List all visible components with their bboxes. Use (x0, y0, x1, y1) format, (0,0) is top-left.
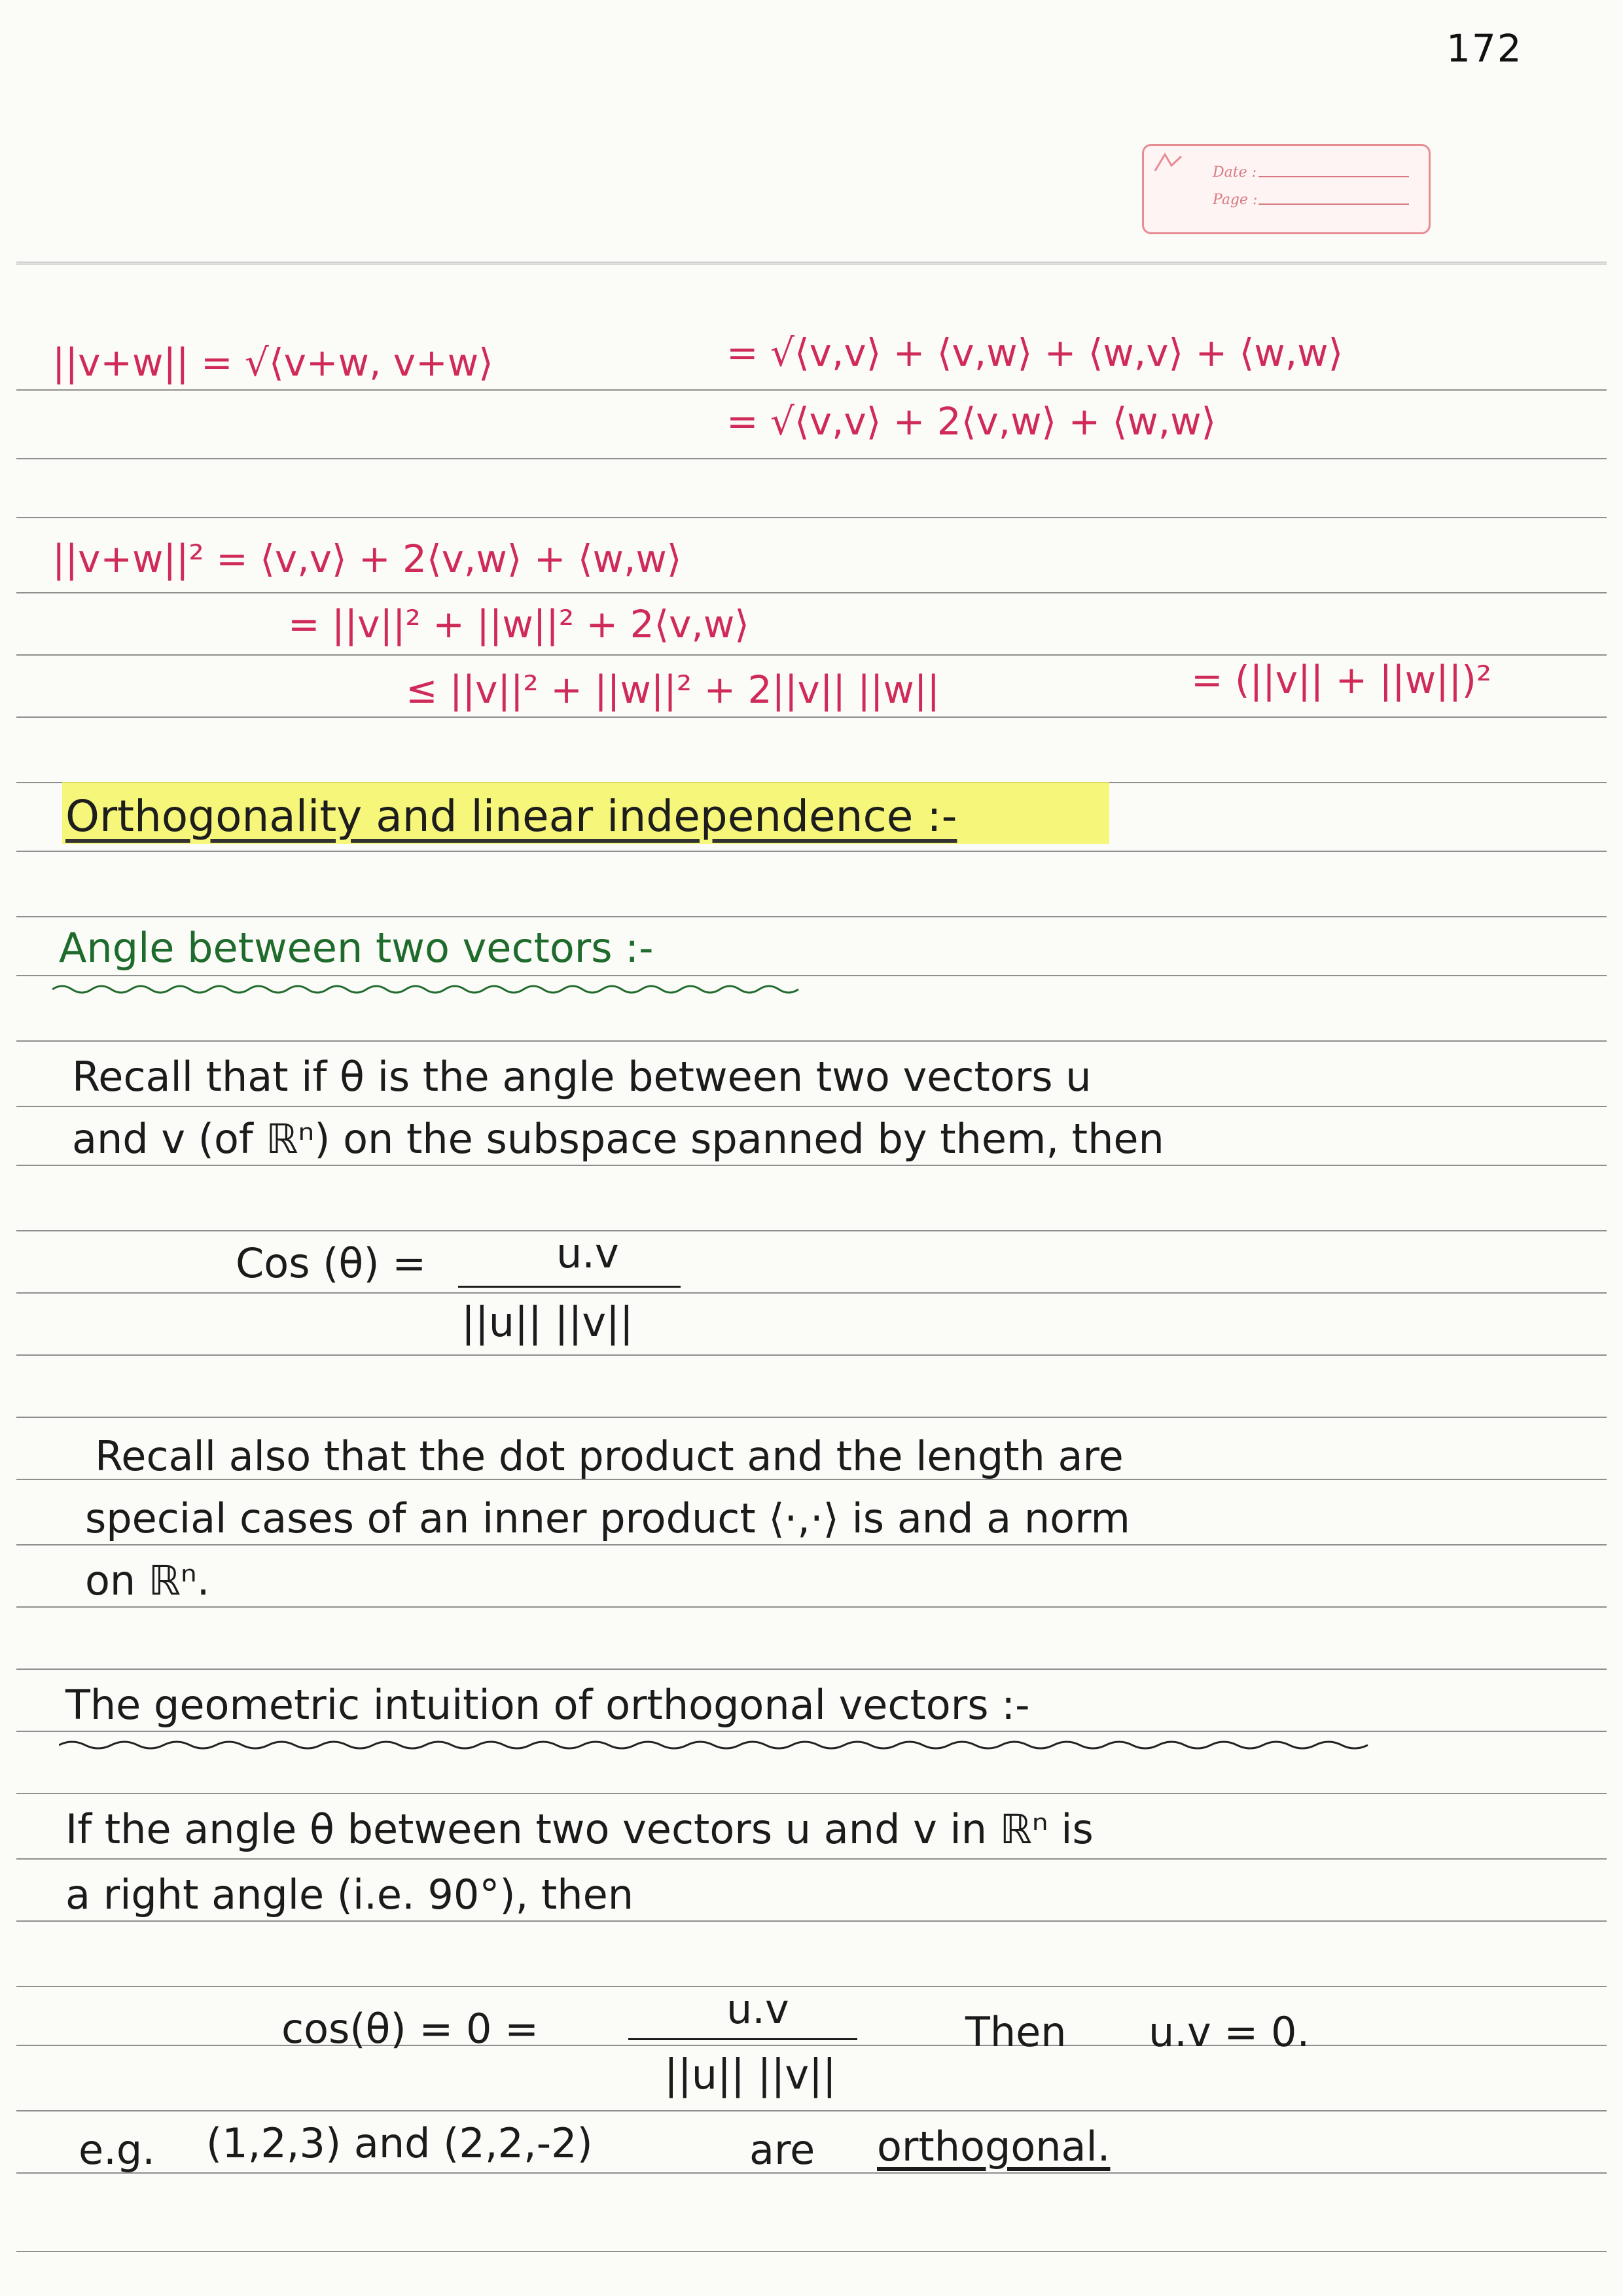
norm-derivation-line-1-lhs: ||v+w|| = √⟨v+w, v+w⟩ (52, 340, 493, 385)
notebook-line (16, 1354, 1607, 1356)
notebook-line (16, 458, 1607, 459)
notebook-line (16, 2110, 1607, 2111)
square-derivation-line-1: ||v+w||² = ⟨v,v⟩ + 2⟨v,w⟩ + ⟨w,w⟩ (52, 537, 682, 581)
recall-paragraph-line-1: Recall that if θ is the angle between two vectors u (72, 1053, 1092, 1101)
page-number: 172 (1446, 26, 1523, 71)
date-page-stamp (1142, 144, 1431, 234)
square-derivation-line-3: ≤ ||v||² + ||w||² + 2||v|| ||w|| (406, 667, 940, 712)
example-verb: are (749, 2126, 815, 2174)
cos-zero-fraction-bar (628, 2038, 857, 2040)
square-derivation-result: = (||v|| + ||w||)² (1191, 658, 1492, 702)
notebook-line (16, 1986, 1607, 1987)
notebook-line (16, 517, 1607, 518)
notebook-line (16, 1544, 1607, 1545)
subsection-geometric-intuition: The geometric intuition of orthogonal vectors :- (65, 1681, 1030, 1729)
cos-zero-lhs: cos(θ) = 0 = (281, 2005, 539, 2053)
square-derivation-line-2: = ||v||² + ||w||² + 2⟨v,w⟩ (288, 602, 749, 646)
cos-formula-fraction-bar (458, 1286, 681, 1288)
cos-zero-numerator: u.v (726, 1985, 789, 2033)
notebook-line (16, 1731, 1607, 1732)
notebook-line (16, 389, 1607, 391)
notebook-line (16, 1606, 1607, 1608)
notebook-line (16, 716, 1607, 718)
notebook-line (16, 654, 1607, 656)
recall-also-line-1: Recall also that the dot product and the length are (95, 1432, 1124, 1480)
cos-zero-conclusion: u.v = 0. (1149, 2008, 1310, 2056)
norm-derivation-line-2: = √⟨v,v⟩ + 2⟨v,w⟩ + ⟨w,w⟩ (726, 399, 1217, 444)
notebook-line (16, 2045, 1607, 2046)
cos-formula-lhs: Cos (θ) = (236, 1239, 427, 1287)
cos-zero-denominator: ||u|| ||v|| (664, 2051, 836, 2098)
stamp-date-label: Date : (1213, 164, 1257, 181)
notebook-line (16, 1920, 1607, 1922)
top-double-rule (16, 262, 1607, 270)
cos-formula-numerator: u.v (556, 1229, 619, 1277)
cos-zero-then: Then (965, 2008, 1067, 2056)
notebook-line (16, 851, 1607, 852)
notebook-line (16, 975, 1607, 976)
stamp-logo-icon (1152, 151, 1185, 177)
notebook-line (16, 1793, 1607, 1794)
norm-derivation-line-1-rhs: = √⟨v,v⟩ + ⟨v,w⟩ + ⟨w,v⟩ + ⟨w,w⟩ (726, 330, 1344, 375)
green-wavy-underline (52, 981, 805, 997)
notebook-line (16, 1292, 1607, 1294)
notebook-line (16, 1858, 1607, 1860)
recall-also-line-2: special cases of an inner product ⟨·,·⟩ is and a norm (85, 1494, 1130, 1542)
section-title: Orthogonality and linear independence :- (65, 791, 957, 841)
right-angle-line-1: If the angle θ between two vectors u and v in ℝⁿ is (65, 1805, 1094, 1853)
notebook-line (16, 916, 1607, 917)
wavy-underline (59, 1737, 1381, 1753)
notebook-line (16, 1040, 1607, 1042)
subsection-angle-between-vectors: Angle between two vectors :- (59, 924, 654, 972)
stamp-page-row (1213, 192, 1257, 208)
example-result: orthogonal. (877, 2123, 1111, 2170)
notebook-line (16, 1165, 1607, 1166)
notebook-line (16, 592, 1607, 593)
example-vectors: (1,2,3) and (2,2,-2) (206, 2119, 593, 2167)
recall-also-line-3: on ℝⁿ. (85, 1557, 210, 1604)
notebook-line (16, 1106, 1607, 1107)
cos-formula-denominator: ||u|| ||v|| (461, 1298, 633, 1346)
stamp-date-row (1213, 164, 1257, 181)
right-angle-line-2: a right angle (i.e. 90°), then (65, 1871, 634, 1918)
stamp-page-label: Page : (1213, 192, 1258, 208)
example-prefix: e.g. (79, 2126, 155, 2174)
notebook-line (16, 1417, 1607, 1418)
notebook-line (16, 2251, 1607, 2252)
recall-paragraph-line-2: and v (of ℝⁿ) on the subspace spanned by them, then (72, 1115, 1164, 1163)
notebook-line (16, 1669, 1607, 1670)
notebook-line (16, 1230, 1607, 1231)
